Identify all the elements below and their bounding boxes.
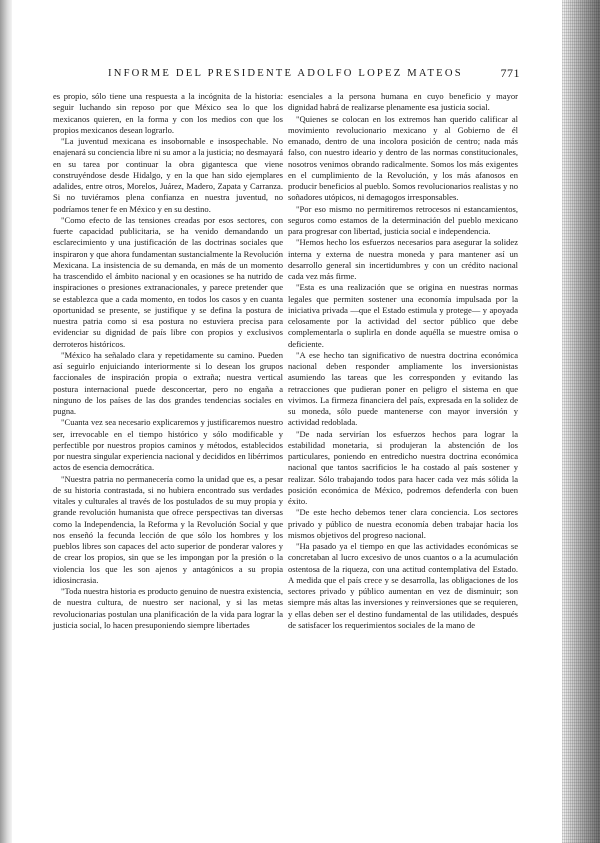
right-column [288, 91, 518, 631]
paragraph: "Toda nuestra historia es producto genuino de nuestra existencia, de nuestra cultura, de nuestro ser nacional, y si las metas revolucionarias postulan una planificación de la vida para lograr la justicia social, lo hacen presuponiendo siempre libertades [53, 586, 283, 630]
paragraph: "De nada servirían los esfuerzos hechos para lograr la estabilidad monetaria, si produjeran la abstención de los particulares, poniendo en entredicho nuestra doctrina económica nacional que tantos sacrificios le ha costado al país sostener y realizar. Sólo trabajando todos para hacer cada vez más sólida la posición económica de México, podremos defenderla con buen éxito. [288, 428, 518, 506]
paragraph: "A ese hecho tan significativo de nuestra doctrina económica nacional deben responder ampliamente los inversionistas asumiendo las tareas que les corresponden y evitando las retracciones que pudieran poner en peligro el sistema en que vivimos. La firmeza financiera del país, expresada en la solidez de su moneda, sólo puede mantenerse con mayor inversión y actividad redoblada. [288, 349, 518, 428]
paragraph: "México ha señalado clara y repetidamente su camino. Pueden así seguirlo enjuiciando interiormente si lo desean los grupos faccionales de inspiración propia o extraña; nuestra vertical postura internacional puede desconcertar, pero no engaña a ninguno de los países de las dos grandes tendencias sociales en pugna. [53, 349, 283, 416]
left-column [53, 91, 283, 631]
paragraph: "La juventud mexicana es insobornable e insospechable. No enajenará su conciencia libre ni su amor a la justicia; no desmayará en su tarea por continuar la obra gigantesca que viene construyéndose desde Hidalgo, y en la que han sido ejemplares adalides, entre otros, Morelos, Juárez, Madero, Zapata y Carranza. Si no tuviéramos plena confianza en nuestra juventud, no podríamos tener fe en México y en su destino. [53, 136, 283, 214]
page-header [108, 68, 520, 84]
paragraph: "Esta es una realización que se origina en nuestras normas legales que permiten sostener una economía impulsada por la iniciativa privada —que el Estado estimula y protege— y apoyada celosamente por la actividad del sector público que debe complementarla o suplirla en donde aquélla se muestre omisa o deficiente. [288, 282, 518, 349]
paragraph: "Cuanta vez sea necesario explicaremos y justificaremos nuestro ser, irrevocable en el tiempo histórico y sólo modificable y perfectible por nuestros propios caminos y métodos, establecidos por nuestra singular experiencia nacional y decididos en libérrimos actos de esencia democrática. [53, 417, 283, 473]
paragraph: "De este hecho debemos tener clara conciencia. Los sectores privado y público de nuestra economía deben trabajar hacia los mismos objetivos del progreso nacional. [288, 507, 518, 540]
running-head: INFORME DEL PRESIDENTE ADOLFO LOPEZ MATEOS [108, 68, 463, 79]
paragraph: "Hemos hecho los esfuerzos necesarios para asegurar la solidez interna y externa de nuestra moneda y para mantener así un desarrollo general sin incertidumbres y con un crédito nacional cada vez más firme. [288, 237, 518, 281]
paragraph: esenciales a la persona humana en cuyo beneficio y mayor dignidad habrá de realizarse plenamente esa justicia social. [288, 91, 518, 113]
page-number: 771 [500, 66, 520, 80]
scan-edge-right [562, 0, 600, 843]
paragraph: "Nuestra patria no permanecería como la unidad que es, a pesar de su historia contrastada, si no hubiera encontrado sus verdades vitales y culturales al través de los postulados de su muy propia y grande revolución humanista que ofrece perspectivas tan diversas como la Independencia, la Reforma y la Revolución Social y que nos enseñó la fecunda lección de que sólo los hombres y los pueblos libres son capaces del acto superior de ponderar valores y de crear los propios, sin que se les impongan por la presión o la violencia los que les son ajenos y antagónicos a su propia idiosincrasia. [53, 473, 283, 585]
paragraph: "Ha pasado ya el tiempo en que las actividades económicas se concretaban al lucro excesivo de unos cuantos o a la acumulación ostentosa de la riqueza, con una actitud contemplativa del Estado. A medida que el país crece y se desarrolla, las obligaciones de los sectores privado y público aumentan en vez de disminuir; son siempre más altas las inversiones y reinversiones que se requieren, y ellas deben ser el destino fundamental de las utilidades, después de satisfacer los requerimientos sociales de la mano de [288, 541, 518, 630]
scan-edge-left [0, 0, 12, 843]
paragraph: "Como efecto de las tensiones creadas por esos sectores, con fuerte capacidad publicitaria, se ha venido demandando un esclarecimiento y una justificación de las doctrinas sociales que inspiraron y que ahora fundamentan sustancialmente la Revolución Mexicana. La insistencia de su demanda, en más de un momento ha trascendido el ámbito nacional y en ocasiones se ha nutrido de inspiraciones o presiones extranacionales, y parece pretender que se establezca que a cada momento, en todos los casos y en cuanta oportunidad se presente, se justifique y se defina la postura de nuestra patria como si esa postura no estuviera precisa para evidenciar su dignidad de país libre con propios y exclusivos derroteros históricos. [53, 214, 283, 349]
paragraph: "Quienes se colocan en los extremos han querido calificar al movimiento revolucionario mexicano y al Gobierno de él emanado, dentro de una incolora posición de centro; nada más falso, con nuestro ideario y dentro de las normas constitucionales, nosotros venimos obrando radicalmente. Somos los más exigentes en el cumplimiento de la Revolución, y los más afanosos en producir beneficios al pueblo. Somos revolucionarios realistas y no soñadores utópicos, ni demagogos irresponsables. [288, 113, 518, 203]
paragraph: es propio, sólo tiene una respuesta a la incógnita de la historia: seguir luchando sin reposo por que México sea lo que los mexicanos quieren, en la forma y con los medios con que los propios mexicanos desean lograrlo. [53, 91, 283, 135]
paragraph: "Por eso mismo no permitiremos retrocesos ni estancamientos, seguros como estamos de la determinación del pueblo mexicano para progresar con libertad, justicia social e independencia. [288, 203, 518, 236]
